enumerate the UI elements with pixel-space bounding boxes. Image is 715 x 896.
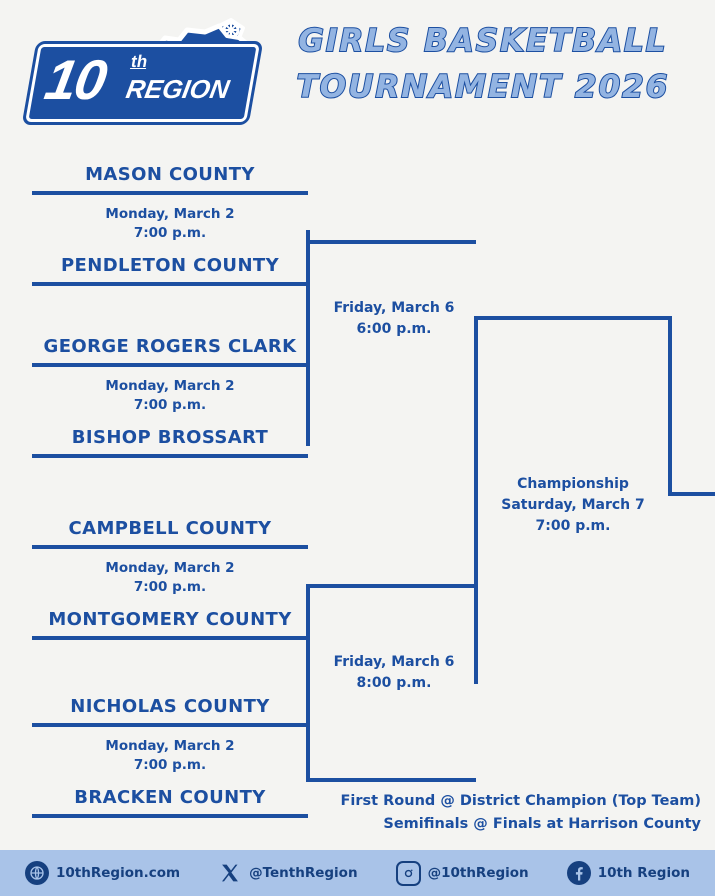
matchup-1-top-rule (32, 191, 308, 195)
championship-label: Championship (517, 476, 629, 492)
connector-semi1-horizontal (306, 240, 476, 244)
semifinal-2-info (310, 652, 478, 694)
matchup-3-top-team: CAMPBELL COUNTY (68, 518, 272, 539)
note-2: Semifinals @ Finals at Harrison County (383, 816, 701, 832)
matchup-4-bottom-rule (32, 814, 308, 818)
matchup-1-bottom-team: PENDLETON COUNTY (60, 255, 280, 276)
logo-word: REGION (123, 74, 232, 104)
matchup-1-date: Monday, March 2 (105, 206, 235, 222)
matchup-4-top-team: NICHOLAS COUNTY (70, 696, 270, 717)
matchup-2-top-rule (32, 363, 308, 367)
matchup-3-top-rule (32, 545, 308, 549)
matchup-4 (32, 696, 308, 818)
footer-item-instagram[interactable] (396, 861, 529, 886)
globe-icon (25, 861, 49, 885)
matchup-4-top-rule (32, 723, 308, 727)
logo-text-group (26, 44, 254, 116)
logo-ordinal: th (129, 52, 149, 71)
matchup-1 (32, 164, 308, 286)
connector-champ-out (668, 492, 715, 496)
matchup-3-bottom-rule (32, 636, 308, 640)
connector-semi2-horizontal-top (306, 584, 476, 588)
website-label: 10thRegion.com (56, 865, 181, 881)
connector-champ-right (668, 316, 672, 496)
semifinal-1-info (310, 298, 478, 340)
facebook-icon (567, 861, 591, 885)
matchup-4-date: Monday, March 2 (105, 738, 235, 754)
bracket-notes (341, 790, 702, 836)
matchup-3-date: Monday, March 2 (105, 560, 235, 576)
semifinal-1-date: Friday, March 6 (333, 300, 455, 316)
matchup-3-time: 7:00 p.m. (133, 579, 207, 595)
footer-item-website[interactable] (25, 861, 180, 885)
title-line-2: TOURNAMENT 2026 (296, 69, 670, 105)
bracket-area (0, 140, 715, 850)
matchup-2-bottom-rule (32, 454, 308, 458)
championship-time: 7:00 p.m. (535, 518, 611, 534)
instagram-icon (396, 861, 421, 886)
matchup-2-top-team: GEORGE ROGERS CLARK (43, 336, 297, 357)
connector-semi2-horizontal-bottom (306, 778, 476, 782)
matchup-2 (32, 336, 308, 458)
logo-number: 10 (40, 48, 110, 111)
matchup-1-top-team: MASON COUNTY (85, 164, 255, 185)
semifinal-2-time: 8:00 p.m. (356, 675, 432, 691)
note-1: First Round @ District Champion (Top Team) (340, 793, 701, 809)
matchup-3-bottom-team: MONTGOMERY COUNTY (48, 609, 292, 630)
instagram-label: @10thRegion (427, 865, 529, 881)
poster-title (268, 18, 698, 110)
matchup-4-time: 7:00 p.m. (133, 757, 207, 773)
matchup-2-date: Monday, March 2 (105, 378, 235, 394)
poster-footer (0, 850, 715, 896)
matchup-2-bottom-team: BISHOP BROSSART (71, 427, 269, 448)
footer-item-x[interactable] (218, 861, 357, 885)
semifinal-2-date: Friday, March 6 (333, 654, 455, 670)
poster-header (0, 0, 715, 140)
matchup-2-time: 7:00 p.m. (133, 397, 207, 413)
matchup-1-bottom-rule (32, 282, 308, 286)
matchup-1-time: 7:00 p.m. (133, 225, 207, 241)
championship-date: Saturday, March 7 (501, 497, 645, 513)
x-label: @TenthRegion (249, 865, 358, 881)
footer-item-facebook[interactable] (567, 861, 690, 885)
semifinal-1-time: 6:00 p.m. (356, 321, 432, 337)
x-twitter-icon (218, 861, 242, 885)
matchup-4-bottom-team: BRACKEN COUNTY (74, 787, 266, 808)
matchup-3 (32, 518, 308, 640)
facebook-label: 10th Region (597, 865, 690, 881)
title-line-1: GIRLS BASKETBALL (298, 23, 668, 59)
championship-info (478, 474, 668, 537)
tenth-region-logo (22, 16, 262, 131)
connector-champ-top (474, 316, 672, 320)
